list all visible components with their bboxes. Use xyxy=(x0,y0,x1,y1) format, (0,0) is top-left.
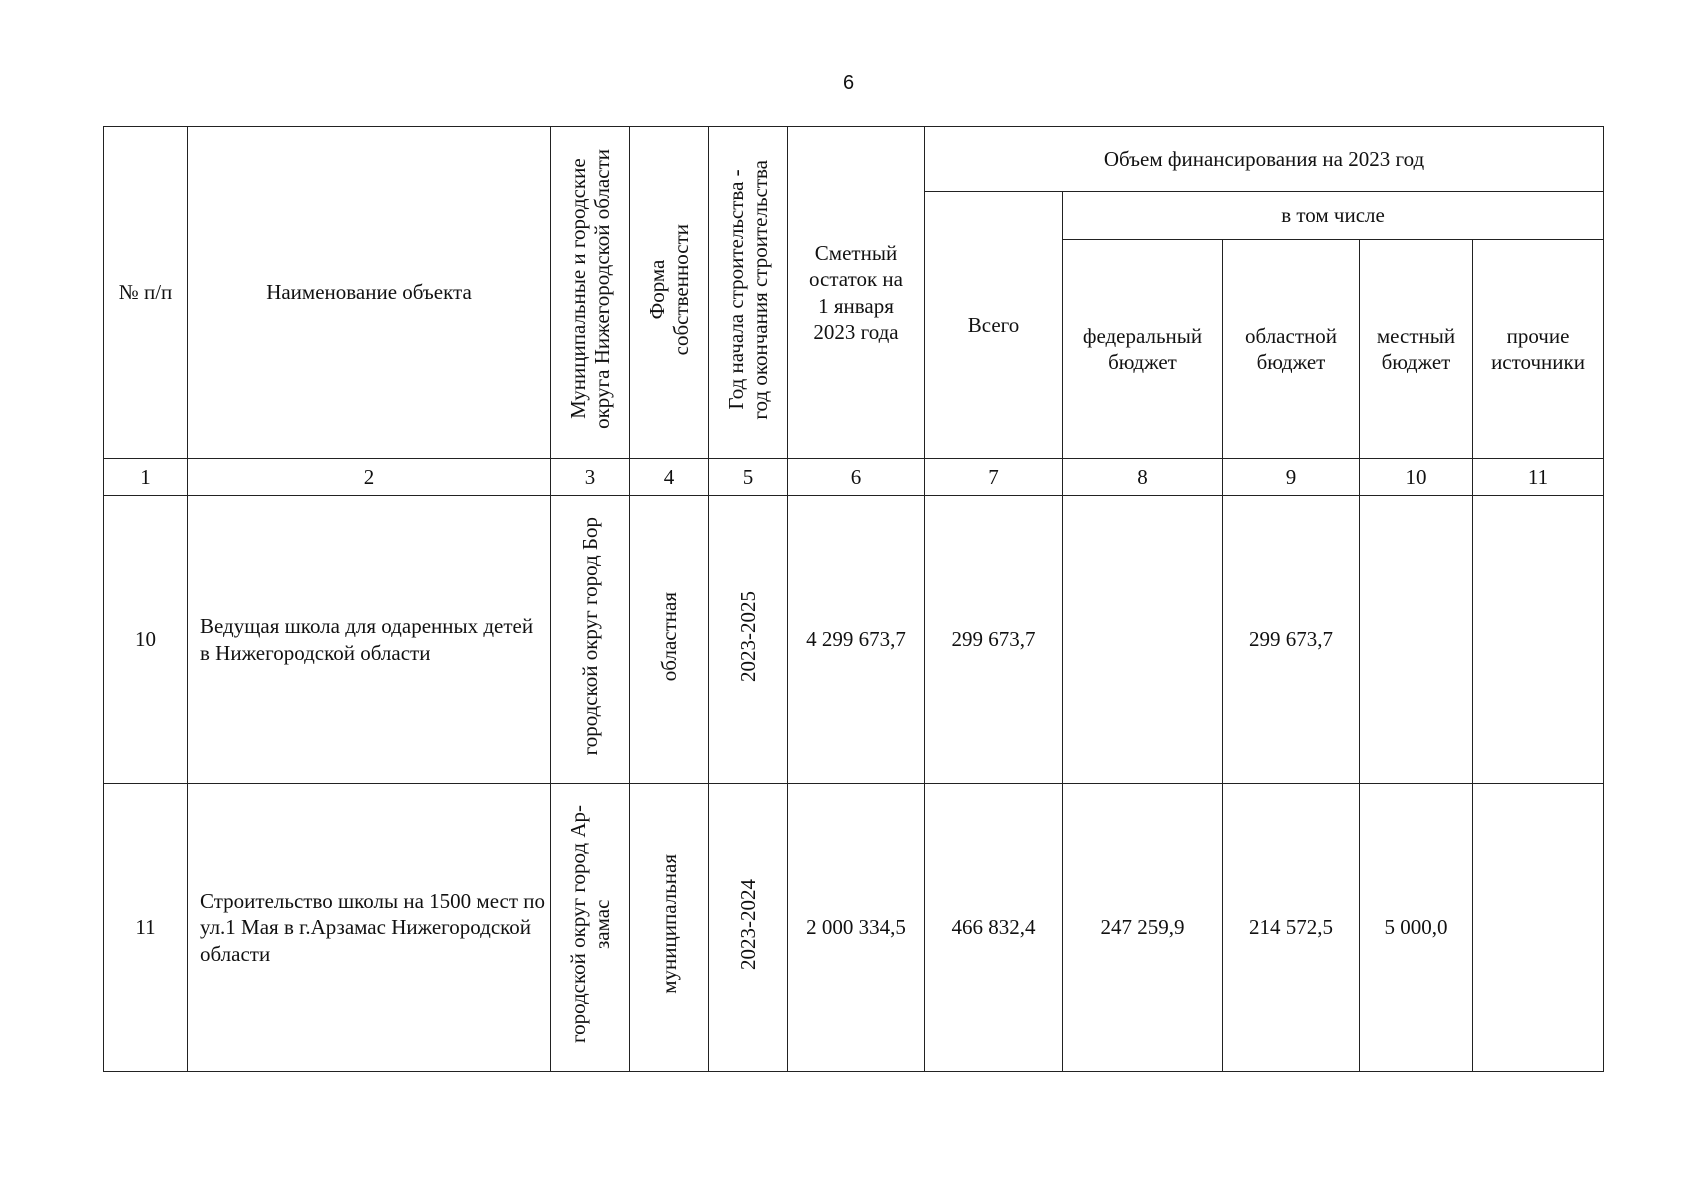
row-local xyxy=(1360,496,1473,784)
header-municipality xyxy=(551,127,630,459)
header-years xyxy=(709,127,788,459)
row-municipality-text: городской округ город Ар- замас xyxy=(565,805,614,1044)
row-num: 11 xyxy=(104,784,188,1072)
column-number: 8 xyxy=(1063,459,1223,496)
header-years-text: Год начала строительства - год окончания строительства xyxy=(723,159,772,420)
row-ownership xyxy=(630,496,709,784)
row-regional: 299 673,7 xyxy=(1223,496,1360,784)
row-ownership-text: муниципальная xyxy=(656,854,681,995)
header-regional: областной бюджет xyxy=(1223,240,1360,459)
header-municipality-text: Муниципальные и городские округа Нижегородской области xyxy=(565,149,614,430)
header-row-top xyxy=(104,127,1604,192)
table-row xyxy=(104,496,1604,784)
table-row xyxy=(104,784,1604,1072)
row-years-text: 2023-2025 xyxy=(735,590,760,682)
row-remainder: 4 299 673,7 xyxy=(788,496,925,784)
row-municipality xyxy=(551,784,630,1072)
header-other: прочие источники xyxy=(1473,240,1604,459)
row-years-text: 2023-2024 xyxy=(735,878,760,970)
column-number: 3 xyxy=(551,459,630,496)
column-number: 1 xyxy=(104,459,188,496)
column-number: 10 xyxy=(1360,459,1473,496)
row-regional: 214 572,5 xyxy=(1223,784,1360,1072)
header-local: местный бюджет xyxy=(1360,240,1473,459)
row-years xyxy=(709,496,788,784)
row-municipality-text: городской округ город Бор xyxy=(577,517,602,756)
column-number: 7 xyxy=(925,459,1063,496)
row-municipality xyxy=(551,496,630,784)
header-federal: федеральный бюджет xyxy=(1063,240,1223,459)
header-ownership xyxy=(630,127,709,459)
column-number: 11 xyxy=(1473,459,1604,496)
page-number: 6 xyxy=(842,72,855,94)
column-number: 6 xyxy=(788,459,925,496)
column-number: 5 xyxy=(709,459,788,496)
row-federal xyxy=(1063,496,1223,784)
row-years xyxy=(709,784,788,1072)
header-name: Наименование объекта xyxy=(188,127,551,459)
header-total: Всего xyxy=(925,192,1063,459)
row-total: 299 673,7 xyxy=(925,496,1063,784)
header-num: № п/п xyxy=(104,127,188,459)
header-including: в том числе xyxy=(1063,192,1604,240)
row-federal: 247 259,9 xyxy=(1063,784,1223,1072)
header-ownership-text: Форма собственности xyxy=(644,223,693,356)
row-total: 466 832,4 xyxy=(925,784,1063,1072)
row-name: Строительство школы на 1500 мест по ул.1 Мая в г.Арзамас Нижегородской области xyxy=(188,784,551,1072)
row-name: Ведущая школа для одаренных детей в Нижегородской области xyxy=(188,496,551,784)
financing-table xyxy=(103,126,1604,1072)
row-ownership xyxy=(630,784,709,1072)
row-num: 10 xyxy=(104,496,188,784)
column-number: 4 xyxy=(630,459,709,496)
header-remainder: Сметный остаток на 1 января 2023 года xyxy=(788,127,925,459)
row-other xyxy=(1473,496,1604,784)
row-other xyxy=(1473,784,1604,1072)
column-number: 9 xyxy=(1223,459,1360,496)
column-number: 2 xyxy=(188,459,551,496)
row-remainder: 2 000 334,5 xyxy=(788,784,925,1072)
row-ownership-text: областная xyxy=(656,591,681,681)
column-number-row xyxy=(104,459,1604,496)
row-local: 5 000,0 xyxy=(1360,784,1473,1072)
header-funding-group: Объем финансирования на 2023 год xyxy=(925,127,1604,192)
